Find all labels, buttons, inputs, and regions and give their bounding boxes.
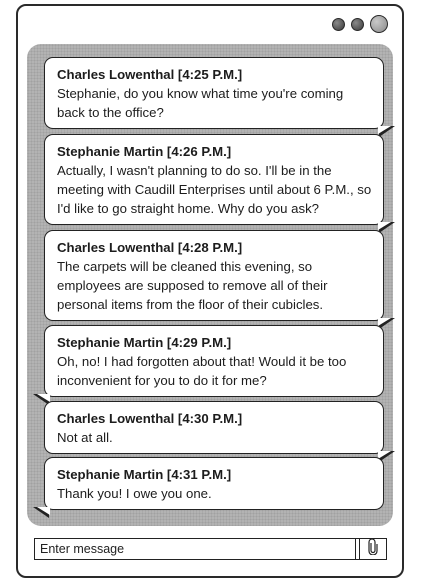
window-controls (332, 15, 388, 33)
message-text: Oh, no! I had forgotten about that! Would it be too inconvenient for you to do it for me? (57, 354, 347, 388)
timestamp: [4:30 P.M.] (177, 411, 243, 426)
sender-name: Stephanie Martin (57, 144, 164, 159)
message-text: Stephanie, do you know what time you're coming back to the office? (57, 86, 344, 120)
paperclip-icon (368, 539, 378, 560)
chat-window (16, 4, 404, 578)
sender-name: Charles Lowenthal (57, 411, 175, 426)
window-dot-icon[interactable] (332, 18, 345, 31)
timestamp: [4:26 P.M.] (166, 144, 232, 159)
message-header (57, 409, 373, 428)
message-header (57, 333, 373, 352)
message-bubble (44, 134, 384, 225)
message-bubble (44, 57, 384, 129)
timestamp: [4:29 P.M.] (166, 335, 232, 350)
attach-button[interactable] (359, 539, 386, 559)
sender-name: Charles Lowenthal (57, 67, 175, 82)
message-list[interactable] (27, 44, 393, 526)
message-text: Thank you! I owe you one. (57, 486, 212, 501)
timestamp: [4:31 P.M.] (166, 467, 232, 482)
message-header (57, 65, 373, 84)
message-composer (34, 538, 387, 560)
message-bubble (44, 457, 384, 510)
message-bubble (44, 401, 384, 454)
message-text: Actually, I wasn't planning to do so. I'll be in the meeting with Caudill Enterprises until about 6 P.M., so I'd like to go straight home. Why do you ask? (57, 163, 372, 216)
message-header (57, 238, 373, 257)
message-text: Not at all. (57, 430, 113, 445)
message-input[interactable] (35, 539, 356, 559)
timestamp: [4:25 P.M.] (177, 67, 243, 82)
sender-name: Stephanie Martin (57, 335, 164, 350)
message-text: The carpets will be cleaned this evening, so employees are supposed to remove all of their personal items from the floor of their cubicles. (57, 259, 328, 312)
message-header (57, 465, 373, 484)
message-header (57, 142, 373, 161)
sender-name: Charles Lowenthal (57, 240, 175, 255)
timestamp: [4:28 P.M.] (177, 240, 243, 255)
message-bubble (44, 230, 384, 321)
message-bubble (44, 325, 384, 397)
window-dot-icon[interactable] (351, 18, 364, 31)
window-dot-large-icon[interactable] (370, 15, 388, 33)
sender-name: Stephanie Martin (57, 467, 164, 482)
